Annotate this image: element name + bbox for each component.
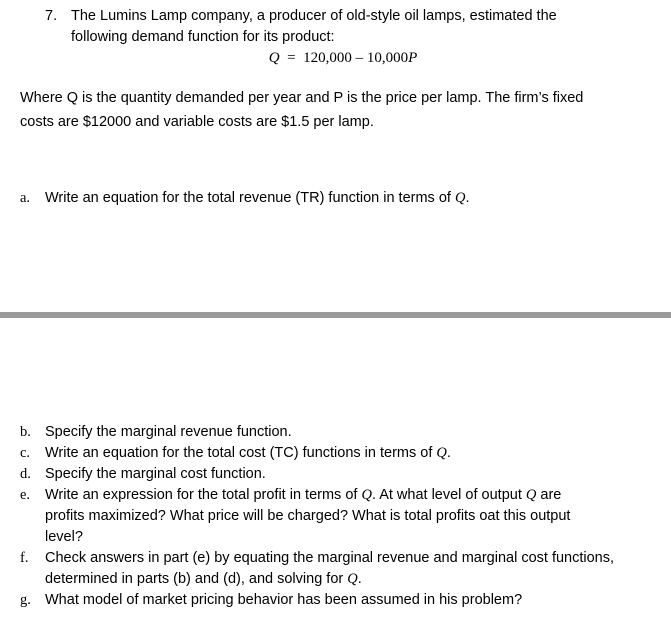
demand-equation: [0, 48, 671, 69]
part-f-line-2: determined in parts (b) and (d), and solving for: [45, 571, 348, 587]
part-d: [20, 464, 665, 485]
part-c-end: .: [446, 445, 451, 461]
equation-price-var: P: [408, 50, 418, 66]
intro-line-1: Where Q is the quantity demanded per year and P is the price per lamp. The firm’s fixed: [20, 90, 584, 106]
part-c: [20, 443, 665, 464]
part-e-marker: e.: [20, 487, 31, 503]
part-a-text: Write an equation for the total revenue (TR) function in terms of: [45, 190, 455, 206]
problem-intro: [20, 88, 650, 133]
part-b: [20, 422, 665, 443]
intro-line-2: costs are $12000 and variable costs are $1.5 per lamp.: [20, 114, 374, 130]
part-f-line-1: Check answers in part (e) by equating the marginal revenue and marginal cost functions,: [45, 550, 615, 566]
part-d-text: Specify the marginal cost function.: [45, 466, 266, 482]
part-a-marker: a.: [20, 190, 31, 206]
equation-equals: =: [287, 50, 296, 66]
part-e: [20, 485, 665, 548]
question-number: 7.: [45, 8, 58, 24]
part-e-line-1a: Write an expression for the total profit in terms of: [45, 487, 362, 503]
part-a: [20, 188, 469, 209]
parts-list: [20, 422, 665, 611]
part-e-var-2: Q: [525, 487, 537, 503]
part-f: [20, 548, 665, 590]
part-f-marker: f.: [20, 550, 29, 566]
part-f-var: Q: [347, 571, 358, 587]
part-g-text: What model of market pricing behavior has been assumed in his problem?: [45, 592, 523, 608]
part-b-text: Specify the marginal revenue function.: [45, 424, 292, 440]
part-d-marker: d.: [20, 466, 31, 482]
part-f-end: .: [357, 571, 362, 587]
question-text-line-2: following demand function for its product:: [71, 29, 335, 45]
part-b-marker: b.: [20, 424, 31, 440]
part-e-line-3: level?: [45, 529, 83, 545]
part-e-line-1b: . At what level of output: [371, 487, 526, 503]
part-e-line-1c: are: [536, 487, 562, 503]
page-divider: [0, 312, 671, 318]
part-a-end: .: [465, 190, 470, 206]
equation-lhs: Q: [268, 50, 280, 66]
part-c-text: Write an equation for the total cost (TC) functions in terms of: [45, 445, 437, 461]
part-c-var: Q: [436, 445, 447, 461]
part-e-line-2: profits maximized? What price will be charged? What is total profits oat this output: [45, 508, 571, 524]
part-e-var-1: Q: [361, 487, 372, 503]
part-g: [20, 590, 665, 611]
part-c-marker: c.: [20, 445, 31, 461]
part-g-marker: g.: [20, 592, 31, 608]
question-text-line-1: The Lumins Lamp company, a producer of old-style oil lamps, estimated the: [71, 8, 557, 24]
part-a-var: Q: [454, 190, 466, 206]
equation-rhs: 120,000 – 10,000: [303, 50, 409, 66]
